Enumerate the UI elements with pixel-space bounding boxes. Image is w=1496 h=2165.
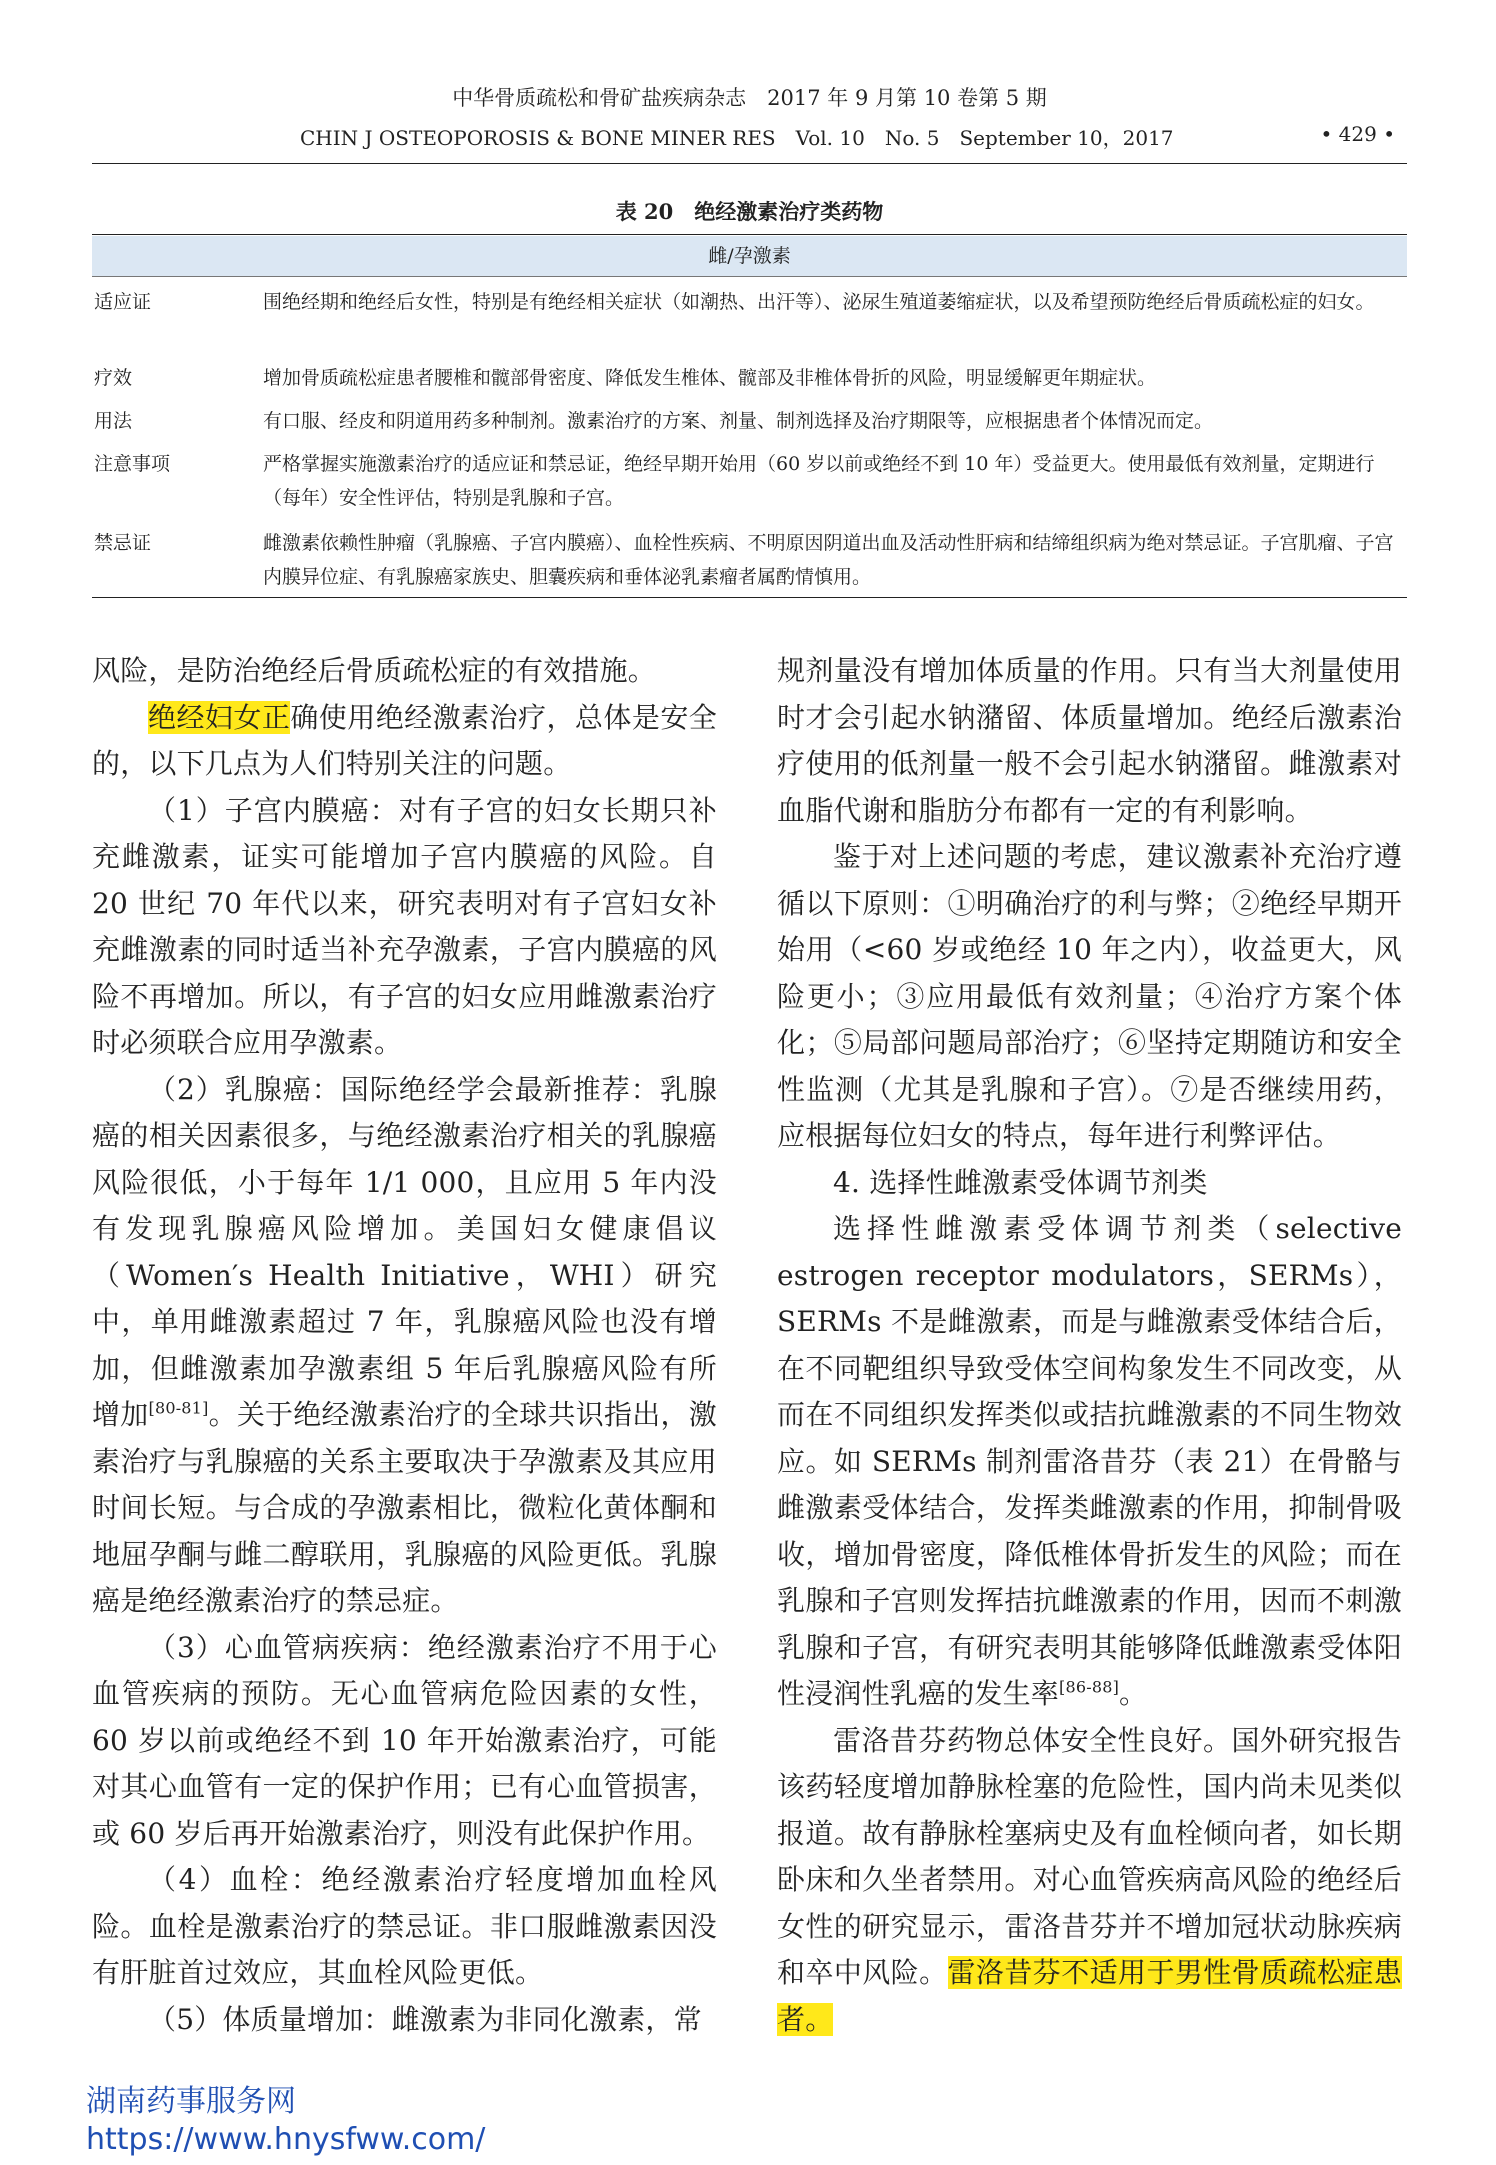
paragraph: 鉴于对上述问题的考虑，建议激素补充治疗遵循以下原则：①明确治疗的利与弊；②绝经早期开始用（<60 岁或绝经 10 年之内），收益更大，风险更小；③应用最低有效剂量；④治疗方案个体化；⑤局部问题局部治疗；⑥坚持定期随访和安全性监测（尤其是乳腺和子宫）。⑦是否继续用药，应根据每位妇女的特点，每年进行利弊评估。 (777, 840, 1402, 1152)
table-header-band (92, 236, 1407, 277)
site-name: 湖南药事服务网 (86, 2084, 296, 2119)
highlighted-text: 绝经妇女正 (148, 700, 291, 734)
header-rule (92, 163, 1407, 164)
table-row-key: 注意事项 (94, 453, 171, 475)
table-title: 表 20 绝经激素治疗类药物 (615, 199, 884, 224)
paragraph: 风险，是防治绝经后骨质疏松症的有效措施。 (92, 654, 657, 687)
right-column (777, 648, 1402, 2043)
site-url-link[interactable]: https://www.hnysfww.com/ (86, 2122, 486, 2157)
paragraph-text: （2）乳腺癌：国际绝经学会最新推荐：乳腺癌的相关因素很多，与绝经激素治疗相关的乳腺癌风险很低，小于每年 1/1 000，且应用 5 年内没有发现乳腺癌风险增加。美国妇女健康倡议（Women′s Health Initiative，WHI）研究中，单用雌激素超过 7 年，乳腺癌风险也没有增加，但雌激素加孕激素组 5 年后乳腺癌风险有所增加 (92, 1072, 717, 1431)
paragraph: （4）血栓：绝经激素治疗轻度增加血栓风险。血栓是激素治疗的禁忌证。非口服雌激素因没有肝脏首过效应，其血栓风险更低。 (92, 1863, 717, 1989)
highlighted-text: 雷洛昔芬不适用于男性骨质疏松症患者。 (777, 1956, 1402, 2036)
watermark-footer (86, 2083, 485, 2159)
table-row-key: 适应证 (94, 291, 152, 313)
table-row-value: 严格掌握实施激素治疗的适应证和禁忌证，绝经早期开始用（60 岁以前或绝经不到 10 年）受益更大。使用最低有效剂量，定期进行（每年）安全性评估，特别是乳腺和子宫。 (263, 453, 1375, 509)
journal-title-cn: 中华骨质疏松和骨矿盐疾病杂志 2017 年 9 月第 10 卷第 5 期 (452, 86, 1047, 110)
paragraph: 规剂量没有增加体质量的作用。只有当大剂量使用时才会引起水钠潴留、体质量增加。绝经后激素治疗使用的低剂量一般不会引起水钠潴留。雌激素对血脂代谢和脂肪分布都有一定的有利影响。 (777, 654, 1402, 827)
table-row-key: 疗效 (94, 367, 133, 389)
paragraph-text: 确使用绝经激素治疗，总体是安全的，以下几点为人们特别关注的问题。 (92, 700, 717, 780)
table-row-value: 增加骨质疏松症患者腰椎和髋部骨密度、降低发生椎体、髋部及非椎体骨折的风险，明显缓解更年期症状。 (263, 367, 1157, 389)
citation: [86-88] (1059, 1677, 1120, 1697)
paragraph: （5）体质量增加：雌激素为非同化激素，常 (148, 2002, 702, 2036)
paragraph (777, 1718, 1402, 2044)
citation: [80-81] (148, 1398, 209, 1418)
paragraph (92, 695, 717, 788)
table-row-value: 有口服、经皮和阴道用药多种制剂。激素治疗的方案、剂量、制剂选择及治疗期限等，应根据患者个体情况而定。 (263, 410, 1214, 432)
paragraph-text: 选择性雌激素受体调节剂类（selective estrogen receptor modulators，SERMs），SERMs 不是雌激素，而是与雌激素受体结合后，在不同靶组织导致受体空间构象发生不同改变，从而在不同组织发挥类似或拮抗雌激素的不同生物效应。如 SERMs 制剂雷洛昔芬（表 21）在骨骼与雌激素受体结合，发挥类雌激素的作用，抑制骨吸收，增加骨密度，降低椎体骨折发生的风险；而在乳腺和子宫则发挥拮抗雌激素的作用，因而不刺激乳腺和子宫，有研究表明其能够降低雌激素受体阳性浸润性乳癌的发生率 (777, 1212, 1402, 1710)
paragraph-text: 。关于绝经激素治疗的全球共识指出，激素治疗与乳腺癌的关系主要取决于孕激素及其应用时间长短。与合成的孕激素相比，微粒化黄体酮和地屈孕酮与雌二醇联用，乳腺癌的风险更低。乳腺癌是绝经激素治疗的禁忌症。 (92, 1398, 717, 1617)
journal-title-en: CHIN J OSTEOPOROSIS & BONE MINER RES Vol. 10 No. 5 September 10，2017 (300, 126, 1174, 150)
paragraph (92, 1067, 717, 1625)
table-row-key: 用法 (94, 410, 133, 432)
paragraph: （1）子宫内膜癌：对有子宫的妇女长期只补充雌激素，证实可能增加子宫内膜癌的风险。自 20 世纪 70 年代以来，研究表明对有子宫妇女补充雌激素的同时适当补充孕激素，子宫内膜癌的风险不再增加。所以，有子宫的妇女应用雌激素治疗时必须联合应用孕激素。 (92, 793, 717, 1059)
table-row-value: 围绝经期和绝经后女性，特别是有绝经相关症状（如潮热、出汗等）、泌尿生殖道萎缩症状，以及希望预防绝经后骨质疏松症的妇女。 (263, 291, 1375, 313)
table-row-value: 雌激素依赖性肿瘤（乳腺癌、子宫内膜癌）、血栓性疾病、不明原因阴道出血及活动性肝病和结缔组织病为绝对禁忌证。子宫肌瘤、子宫内膜异位症、有乳腺癌家族史、胆囊疾病和垂体泌乳素瘤者属酌情慎用。 (263, 532, 1394, 588)
paragraph-text: 雷洛昔芬药物总体安全性良好。国外研究报告该药轻度增加静脉栓塞的危险性，国内尚未见类似报道。故有静脉栓塞病史及有血栓倾向者，如长期卧床和久坐者禁用。对心血管疾病高风险的绝经后女性的研究显示，雷洛昔芬并不增加冠状动脉疾病和卒中风险。 (777, 1723, 1402, 1989)
table-bottom-rule (92, 597, 1407, 598)
page-number: • 429 • (1320, 122, 1395, 146)
left-column (92, 648, 717, 2043)
paragraph (777, 1206, 1402, 1718)
table-top-rule (92, 234, 1407, 235)
paragraph: （3）心血管病疾病：绝经激素治疗不用于心血管疾病的预防。无心血管病危险因素的女性，60 岁以前或绝经不到 10 年开始激素治疗，可能对其心血管有一定的保护作用；已有心血管损害，或 60 岁后再开始激素治疗，则没有此保护作用。 (92, 1630, 717, 1850)
paragraph-text: 。 (1119, 1677, 1148, 1710)
section-heading: 4. 选择性雌激素受体调节剂类 (833, 1165, 1208, 1199)
table-header-label: 雌/孕激素 (708, 245, 791, 267)
table-row-key: 禁忌证 (94, 532, 152, 554)
